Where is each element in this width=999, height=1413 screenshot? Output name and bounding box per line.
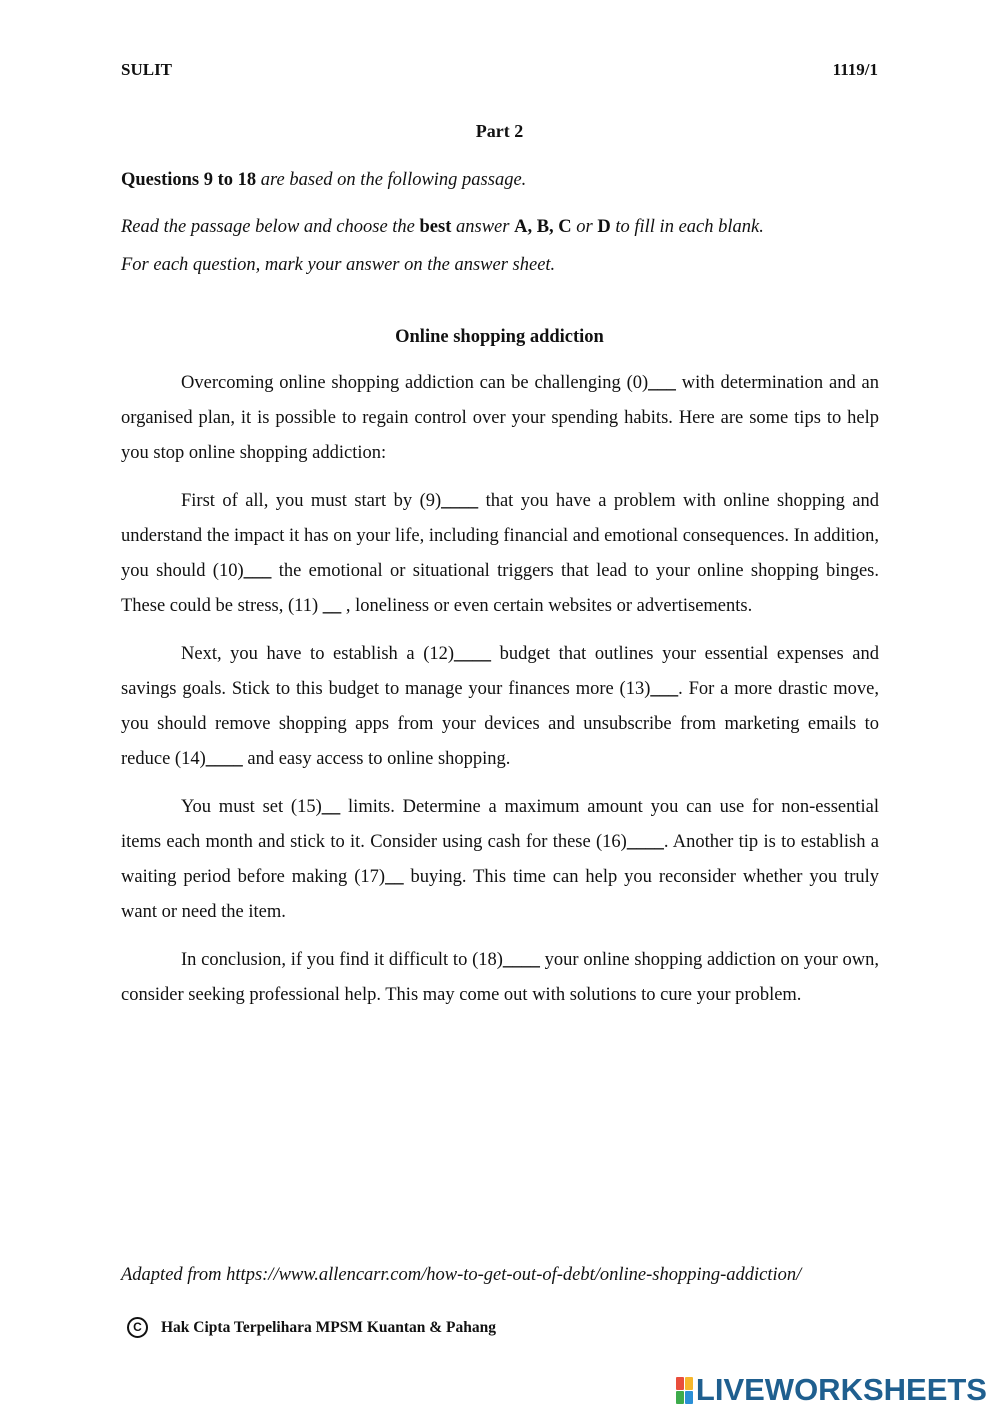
- questions-range-desc: are based on the following passage.: [256, 170, 527, 190]
- copyright-notice: [127, 1317, 496, 1338]
- instr-text-1: Read the passage below and choose the: [121, 217, 420, 237]
- p2-text-2: that you have a problem with online shopping and understand the impact it has on your life, including financial and emotional consequences. In addition, you should (10): [121, 491, 879, 581]
- liveworksheets-logo-icon: [676, 1377, 693, 1404]
- blank-14: ____: [205, 749, 243, 769]
- p1-text-2: with determination and an organised plan, it is possible to regain control over your spending habits. Here are some tips to help you stop online shopping addiction:: [121, 373, 879, 463]
- instruction-mark-answer: [121, 255, 881, 276]
- blank-15: __: [321, 797, 341, 817]
- p3-text-3: . For a more drastic move, you should remove shopping apps from your devices and unsubscribe from marketing emails to reduce (14): [121, 679, 880, 769]
- blank-13: ___: [650, 679, 679, 699]
- paragraph-5: [121, 943, 879, 1013]
- logo-block-v: [676, 1391, 684, 1404]
- p1-text-1: Overcoming online shopping addiction can be challenging (0): [181, 373, 649, 393]
- logo-block-e: [685, 1391, 693, 1404]
- header-left-label: SULIT: [121, 60, 173, 79]
- instr-option-d: D: [597, 217, 611, 237]
- p2-text-3: the emotional or situational triggers that lead to your online shopping binges. These could be stress, (11): [121, 561, 879, 616]
- part-title: Part 2: [475, 121, 524, 141]
- instr-options: A, B, C: [514, 217, 572, 237]
- instr-text-4: to fill in each blank.: [610, 217, 764, 237]
- instruction-choose-answer: [121, 217, 881, 238]
- paragraph-1: [121, 366, 879, 471]
- blank-17: __: [385, 867, 404, 887]
- copyright-icon: C: [127, 1317, 148, 1338]
- logo-block-l: [676, 1377, 684, 1390]
- liveworksheets-logo-text: LIVEWORKSHEETS: [695, 1372, 987, 1407]
- p4-text-4: buying. This time can help you reconsider whether you truly want or need the item.: [121, 867, 880, 922]
- p4-text-1: You must set (15): [181, 797, 322, 817]
- p2-text-4: , loneliness or even certain websites or advertisements.: [341, 596, 753, 616]
- paper-code: 1119/1: [832, 60, 878, 79]
- p3-text-1: Next, you have to establish a (12): [181, 644, 455, 664]
- blank-9: ____: [441, 491, 479, 511]
- instr-best: best: [419, 217, 452, 237]
- blank-18: ____: [502, 950, 540, 970]
- instr-text-2: answer: [451, 217, 515, 237]
- logo-block-i: [685, 1377, 693, 1390]
- source-attribution: Adapted from https://www.allencarr.com/how-to-get-out-of-debt/online-shopping-addiction/: [121, 1265, 802, 1285]
- p3-text-4: and easy access to online shopping.: [242, 749, 511, 769]
- blank-16: ____: [626, 832, 664, 852]
- p3-text-2: budget that outlines your essential expenses and savings goals. Stick to this budget to manage your finances more (13): [121, 644, 880, 699]
- instruction-questions-range: [121, 170, 881, 191]
- paragraph-3: [121, 637, 879, 777]
- blank-10: ___: [243, 561, 272, 581]
- p4-text-2: limits. Determine a maximum amount you can use for non-essential items each month and stick to it. Consider using cash for these (16): [121, 797, 880, 852]
- instr-text-3: or: [571, 217, 598, 237]
- liveworksheets-logo[interactable]: [676, 1372, 987, 1408]
- blank-12: ____: [454, 644, 492, 664]
- p5-text-2: your online shopping addiction on your own, consider seeking professional help. This may come out with solutions to cure your problem.: [121, 950, 879, 1005]
- passage-title: Online shopping addiction: [395, 327, 604, 347]
- questions-range: Questions 9 to 18: [121, 170, 257, 190]
- blank-11: __: [322, 596, 342, 616]
- p4-text-3: . Another tip is to establish a waiting period before making (17): [121, 832, 879, 887]
- instr-mark-text: For each question, mark your answer on the answer sheet.: [121, 255, 556, 275]
- p5-text-1: In conclusion, if you find it difficult to (18): [181, 950, 503, 970]
- passage: [121, 366, 879, 1026]
- p2-text-1: First of all, you must start by (9): [181, 491, 442, 511]
- paragraph-2: [121, 484, 879, 624]
- paragraph-4: [121, 790, 879, 930]
- blank-0: ___: [648, 373, 676, 393]
- copyright-text: Hak Cipta Terpelihara MPSM Kuantan & Pahang: [161, 1318, 497, 1336]
